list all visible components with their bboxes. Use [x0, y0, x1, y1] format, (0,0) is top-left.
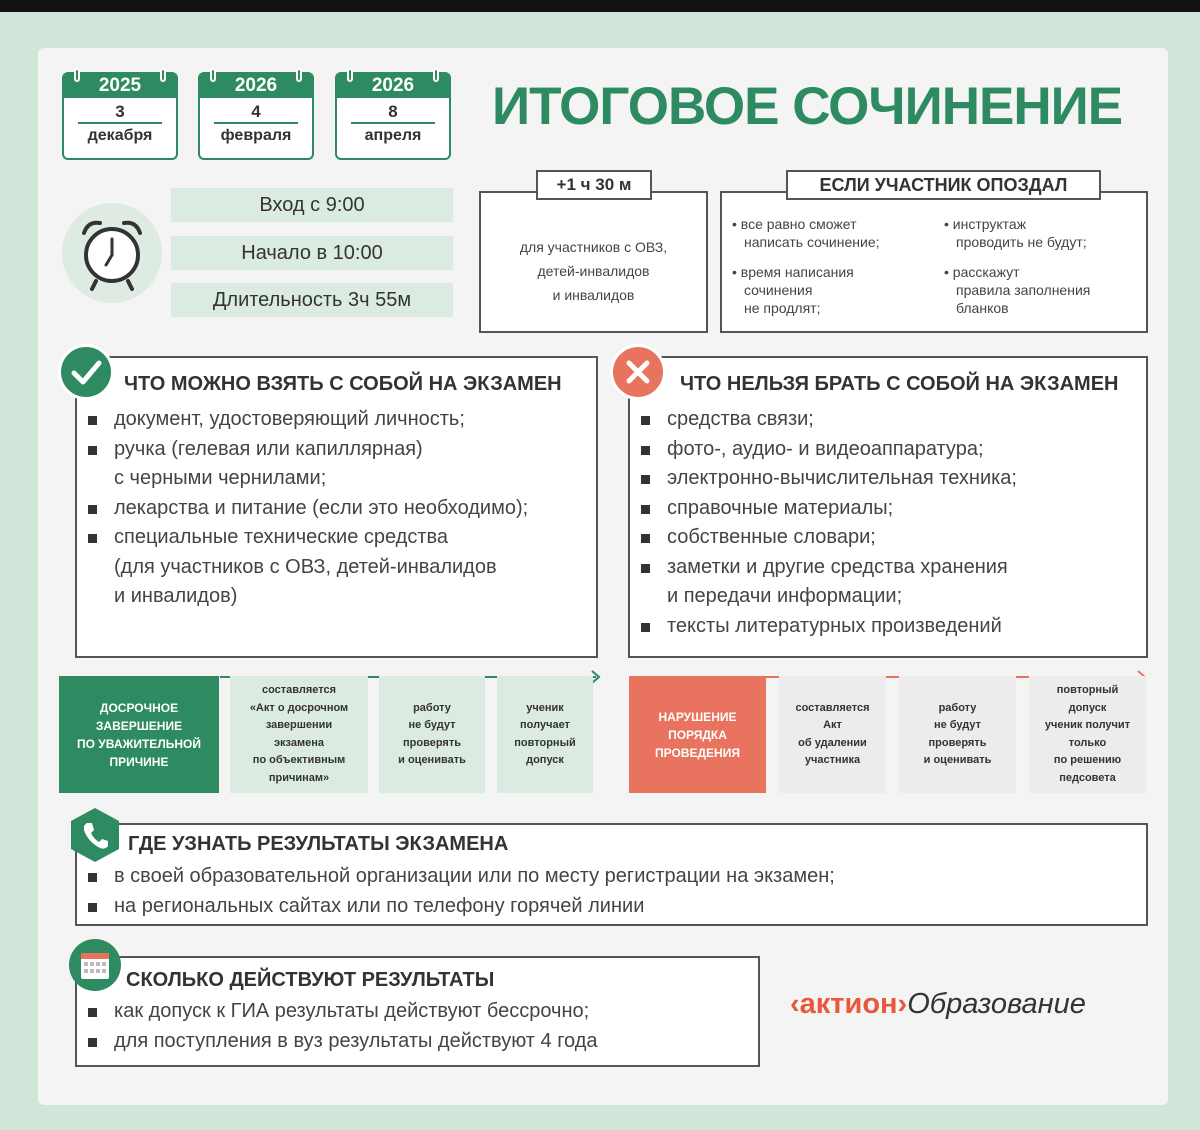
late-item-line: написать сочинение;	[744, 234, 880, 250]
date-month: апреля	[364, 127, 422, 144]
logo-brand: ‹актион›	[790, 988, 908, 1020]
extra-time-text: детей-инвалидов	[537, 263, 650, 279]
date-card-2	[198, 72, 314, 160]
check-icon	[61, 347, 111, 397]
entry-time: Вход с 9:00	[171, 188, 453, 222]
list-item: собственные словари;	[641, 523, 1141, 553]
date-year: 2026	[337, 74, 449, 98]
late-item: • все равно сможет	[732, 216, 857, 232]
list-item: в своей образовательной организации или по месту регистрации на экзамен;	[88, 862, 1138, 892]
allowed-title: ЧТО МОЖНО ВЗЯТЬ С СОБОЙ НА ЭКЗАМЕН	[124, 373, 562, 395]
violation-step-1: составляется Акт об удалении участника	[779, 676, 886, 793]
list-item: как допуск к ГИА результаты действуют бессрочно;	[88, 997, 748, 1027]
aktion-logo	[790, 988, 1086, 1021]
logo-suffix: Образование	[907, 988, 1086, 1020]
date-month: февраля	[220, 127, 292, 144]
list-item: заметки и другие средства хранения	[641, 553, 1141, 583]
list-item: ручка (гелевая или капиллярная)	[88, 435, 588, 465]
date-day: 4	[251, 102, 261, 121]
early-step-1: составляется «Акт о досрочном завершении экзамена по объективным причинам»	[230, 676, 368, 793]
date-card-3	[335, 72, 451, 160]
list-item: для поступления в вуз результаты действуют 4 года	[88, 1027, 748, 1057]
list-item: фото-, аудио- и видеоаппаратура;	[641, 435, 1141, 465]
date-month: декабря	[87, 127, 153, 144]
early-completion-label: ДОСРОЧНОЕ ЗАВЕРШЕНИЕ ПО УВАЖИТЕЛЬНОЙ ПРИЧИНЕ	[59, 676, 219, 793]
results-where-list	[88, 862, 1138, 921]
late-item-line: сочинения	[744, 282, 813, 298]
duration: Длительность 3ч 55м	[171, 283, 453, 317]
early-step-3: ученик получает повторный допуск	[497, 676, 593, 793]
list-item-cont: и передачи информации;	[667, 585, 903, 607]
list-item: справочные материалы;	[641, 494, 1141, 524]
extra-time-text: для участников с ОВЗ,	[519, 239, 668, 255]
check-icon-bg	[58, 344, 114, 400]
list-item: электронно-вычислительная техника;	[641, 464, 1141, 494]
phone-icon	[68, 806, 122, 864]
late-item-line: бланков	[956, 300, 1009, 316]
results-validity-title: СКОЛЬКО ДЕЙСТВУЮТ РЕЗУЛЬТАТЫ	[126, 969, 495, 991]
extra-time-tag: +1 ч 30 м	[536, 170, 652, 200]
page-title: ИТОГОВОЕ СОЧИНЕНИЕ	[492, 77, 1123, 136]
list-item-cont: и инвалидов)	[114, 585, 238, 607]
list-item: средства связи;	[641, 405, 1141, 435]
extra-time-text: и инвалидов	[552, 287, 635, 303]
list-item-cont: (для участников с ОВЗ, детей-инвалидов	[114, 555, 497, 578]
list-item: лекарства и питание (если это необходимо);	[88, 494, 588, 524]
late-tag: ЕСЛИ УЧАСТНИК ОПОЗДАЛ	[786, 170, 1101, 200]
violation-label: НАРУШЕНИЕ ПОРЯДКА ПРОВЕДЕНИЯ	[629, 676, 766, 793]
late-item: • инструктаж	[944, 216, 1027, 232]
forbidden-list	[641, 405, 1141, 641]
start-time: Начало в 10:00	[171, 236, 453, 270]
list-item: специальные технические средства	[88, 523, 588, 553]
list-item-cont: с черными чернилами;	[114, 467, 327, 489]
top-bar	[0, 0, 1200, 12]
date-day: 8	[388, 102, 398, 121]
extra-time-box	[479, 191, 708, 333]
list-item: тексты литературных произведений	[641, 612, 1141, 642]
results-where-title: ГДЕ УЗНАТЬ РЕЗУЛЬТАТЫ ЭКЗАМЕНА	[128, 833, 509, 855]
list-item: на региональных сайтах или по телефону горячей линии	[88, 892, 1138, 922]
date-year: 2025	[64, 74, 176, 98]
date-year: 2026	[200, 74, 312, 98]
violation-step-3: повторный допуск ученик получит только по решению педсовета	[1029, 676, 1146, 793]
early-step-2: работу не будут проверять и оценивать	[379, 676, 485, 793]
date-day: 3	[115, 102, 125, 121]
late-item: • время написания	[732, 264, 854, 280]
late-item: • расскажут	[944, 264, 1020, 280]
list-item: документ, удостоверяющий личность;	[88, 405, 588, 435]
cross-icon	[613, 347, 663, 397]
cross-icon-bg	[610, 344, 666, 400]
late-item-line: правила заполнения	[956, 282, 1091, 298]
late-item-line: не продлят;	[744, 300, 821, 316]
forbidden-title: ЧТО НЕЛЬЗЯ БРАТЬ С СОБОЙ НА ЭКЗАМЕН	[680, 373, 1119, 395]
calendar-icon	[68, 938, 122, 992]
violation-step-2: работу не будут проверять и оценивать	[899, 676, 1016, 793]
date-card-1	[62, 72, 178, 160]
results-validity-list	[88, 997, 748, 1056]
allowed-list	[88, 405, 588, 612]
late-item-line: проводить не будут;	[956, 234, 1087, 250]
late-box	[720, 191, 1148, 333]
alarm-clock-icon	[62, 203, 162, 303]
clock-icon-bg	[62, 203, 162, 303]
